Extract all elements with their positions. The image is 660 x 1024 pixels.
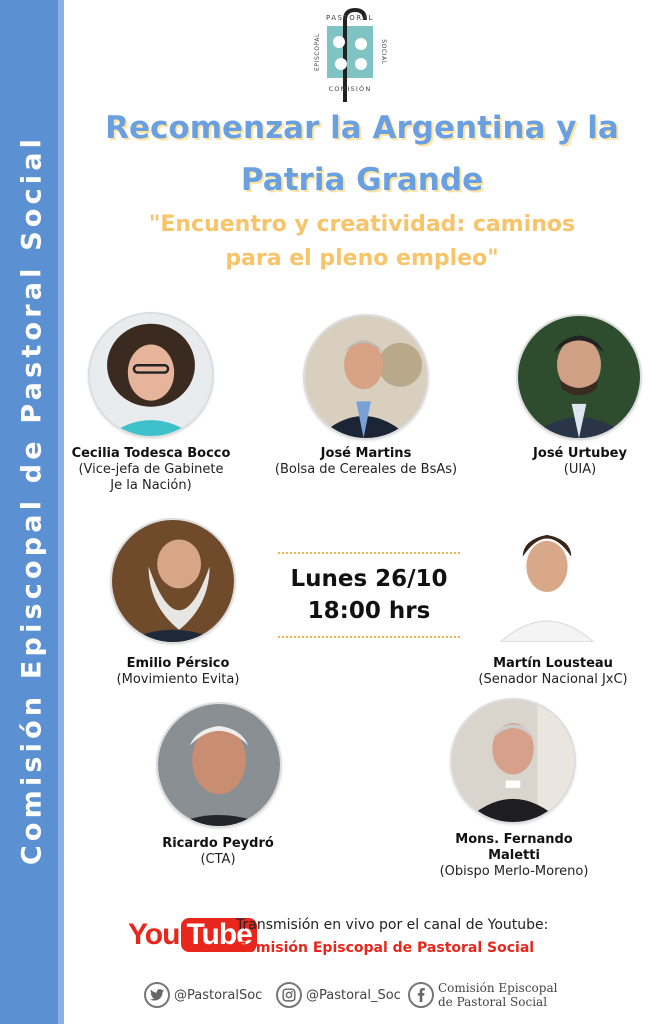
logo-text-left: EPISCOPAL xyxy=(314,33,321,71)
speaker-role-persico: (Movimiento Evita) xyxy=(116,672,240,687)
pastoral-social-logo xyxy=(305,6,395,106)
speaker-photo-persico xyxy=(112,520,234,642)
speaker-role-peydro: (CTA) xyxy=(200,852,236,867)
speaker-name-persico: Emilio Pérsico xyxy=(126,656,230,671)
twitter-icon xyxy=(144,982,170,1008)
stream-channel-link[interactable]: Comisión Episcopal de Pastoral Social xyxy=(236,940,535,956)
social-twitter[interactable] xyxy=(144,980,262,1010)
speaker-photo-maletti xyxy=(452,700,574,822)
speaker-role-martins: (Bolsa de Cereales de BsAs) xyxy=(274,462,458,477)
logo-text-top: PASTORAL xyxy=(325,14,375,22)
speaker-role-lousteau: (Senador Nacional JxC) xyxy=(478,672,628,687)
title-line-2: Patria Grande xyxy=(240,162,484,198)
speaker-name-maletti-line1: Mons. Fernando xyxy=(455,832,573,847)
event-title xyxy=(64,102,660,206)
youtube-logo-you: You xyxy=(128,918,180,951)
speaker-name-martins: José Martins xyxy=(320,446,412,461)
event-time: 18:00 hrs xyxy=(307,598,431,624)
facebook-page-line1: Comisión Episcopal xyxy=(438,981,558,995)
speaker-photo-todesca xyxy=(90,314,212,436)
logo-text-right: SOCIAL xyxy=(380,39,387,65)
speaker-name-urtubey: José Urtubey xyxy=(533,446,627,461)
event-date-box xyxy=(278,552,460,638)
speaker-name-maletti xyxy=(434,832,594,864)
speaker-role-todesca xyxy=(68,462,234,494)
title-line-1: Recomenzar la Argentina y la xyxy=(105,110,619,146)
speaker-name-maletti-line2: Maletti xyxy=(488,848,540,863)
speaker-photo-urtubey xyxy=(518,316,640,438)
speaker-role-todesca-line1: (Vice-jefa de Gabinete xyxy=(78,462,224,477)
facebook-page-name xyxy=(438,981,557,1009)
facebook-page-line2: de Pastoral Social xyxy=(438,995,548,1009)
speaker-photo-peydro xyxy=(158,704,280,826)
subtitle-line-1: "Encuentro y creatividad: caminos xyxy=(148,212,576,237)
speaker-name-todesca: Cecilia Todesca Bocco xyxy=(71,446,231,461)
facebook-icon xyxy=(408,982,434,1008)
subtitle-line-2: para el pleno empleo" xyxy=(225,246,499,271)
stream-info: Transmisión en vivo por el canal de Youtube: xyxy=(236,917,549,933)
speaker-role-todesca-line2: Je la Nación) xyxy=(110,478,192,493)
instagram-icon xyxy=(276,982,302,1008)
speaker-photo-martins xyxy=(305,316,427,438)
youtube-logo-tube: Tube xyxy=(181,918,256,952)
speaker-name-lousteau: Martín Lousteau xyxy=(493,656,613,671)
logo-text-bottom: COMISIÓN xyxy=(328,85,372,93)
sidebar-vertical-text: Comisión Episcopal de Pastoral Social xyxy=(16,134,48,866)
event-subtitle xyxy=(64,208,660,276)
speaker-role-maletti: (Obispo Merlo-Moreno) xyxy=(439,864,589,879)
speaker-name-peydro: Ricardo Peydró xyxy=(162,836,274,851)
speaker-role-urtubey: (UIA) xyxy=(563,462,597,477)
social-instagram[interactable] xyxy=(276,980,401,1010)
social-facebook[interactable] xyxy=(408,980,557,1010)
event-day: Lunes 26/10 xyxy=(290,566,448,592)
instagram-handle: @Pastoral_Soc xyxy=(306,987,401,1003)
twitter-handle: @PastoralSoc xyxy=(174,987,263,1003)
speaker-photo-lousteau xyxy=(496,520,598,642)
